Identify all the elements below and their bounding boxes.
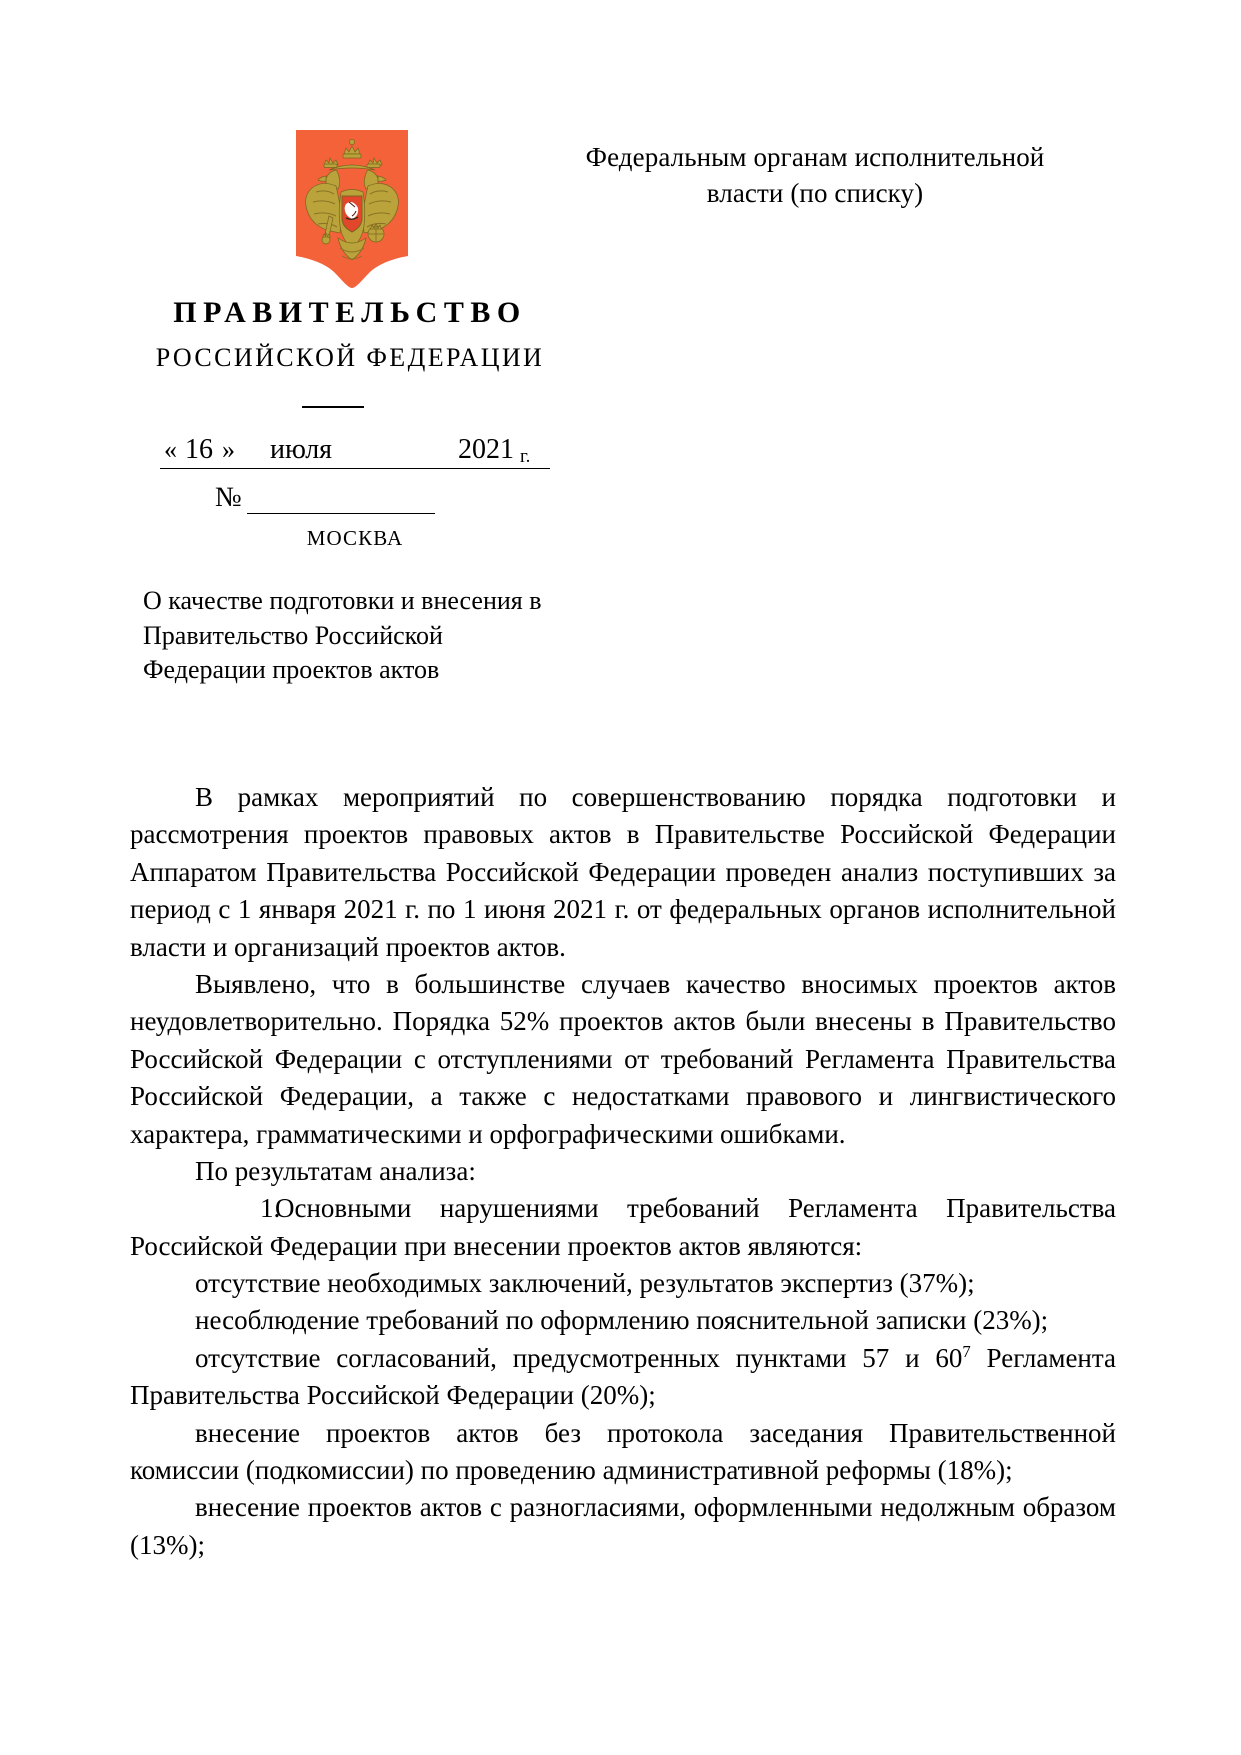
body-list-item-1	[130, 1190, 1116, 1265]
number-underline	[247, 513, 435, 514]
city-label: МОСКВА	[306, 526, 404, 550]
russian-coat-of-arms-icon	[296, 130, 408, 290]
date-year: 2021	[458, 434, 514, 465]
letterhead	[0, 0, 1241, 685]
document-body	[130, 779, 1116, 1564]
violation-bullet-1: отсутствие необходимых заключений, результатов экспертиз (37%);	[195, 1268, 975, 1299]
violation-bullet-3-part-b: Регламента Правительства Российской Федерации (20%);	[130, 1342, 1116, 1411]
footnote-superscript-7: 7	[962, 1341, 971, 1361]
number-sign-label: №	[215, 482, 242, 513]
organization-name-line2: РОССИЙСКОЙ ФЕДЕРАЦИИ	[155, 343, 545, 372]
document-subject: О качестве подготовки и внесения в Правительство Российской Федерации проектов актов	[143, 586, 542, 685]
violation-bullet-3	[130, 1340, 1116, 1415]
date-year-suffix: г.	[520, 446, 531, 467]
addressee-block: Федеральным органам исполнительной власти (по списку)	[585, 142, 1045, 208]
date-month: июля	[270, 434, 333, 465]
document-number-row	[215, 482, 435, 516]
date-quote-close: »	[222, 435, 235, 464]
list-item-1-text: Основными нарушениями требований Регламента Правительства Российской Федерации при внесении проектов актов являются:	[130, 1193, 1116, 1261]
body-paragraph-2: Выявлено, что в большинстве случаев качество вносимых проектов актов неудовлетворительно. Порядка 52% проектов актов были внесены в Правительство Российской Федерации с отступлениями от требований Регламента Правительства Российской Федерации, а также с недостатками правового и лингвистического характера, грамматическими и орфографическими ошибками.	[130, 968, 1116, 1149]
violation-bullet-3-part-a: отсутствие согласований, предусмотренных пунктами 57 и 60	[195, 1342, 963, 1373]
list-item-1-number: 1.	[260, 1193, 281, 1224]
organization-name-line1: ПРАВИТЕЛЬСТВО	[173, 296, 527, 329]
body-paragraph-3: По результатам анализа:	[195, 1155, 476, 1186]
date-underline	[160, 468, 550, 469]
violation-bullet-5: внесение проектов актов с разногласиями, оформленными недолжным образом (13%);	[130, 1492, 1116, 1560]
letterhead-divider-rule	[302, 406, 364, 408]
document-date-row	[160, 434, 550, 470]
date-day: 16	[185, 434, 213, 465]
violation-bullet-2: несоблюдение требований по оформлению пояснительной записки (23%);	[195, 1305, 1049, 1336]
body-paragraph-1: В рамках мероприятий по совершенствованию порядка подготовки и рассмотрения проектов правовых актов в Правительстве Российской Федерации Аппаратом Правительства Российской Федерации проведен анализ поступивших за период с 1 января 2021 г. по 1 июня 2021 г. от федеральных органов исполнительной власти и организаций проектов актов.	[130, 782, 1116, 962]
violation-bullet-4: внесение проектов актов без протокола заседания Правительственной комиссии (подкомиссии) по проведению административной реформы (18%);	[130, 1417, 1116, 1486]
date-quote-open: «	[164, 435, 177, 464]
